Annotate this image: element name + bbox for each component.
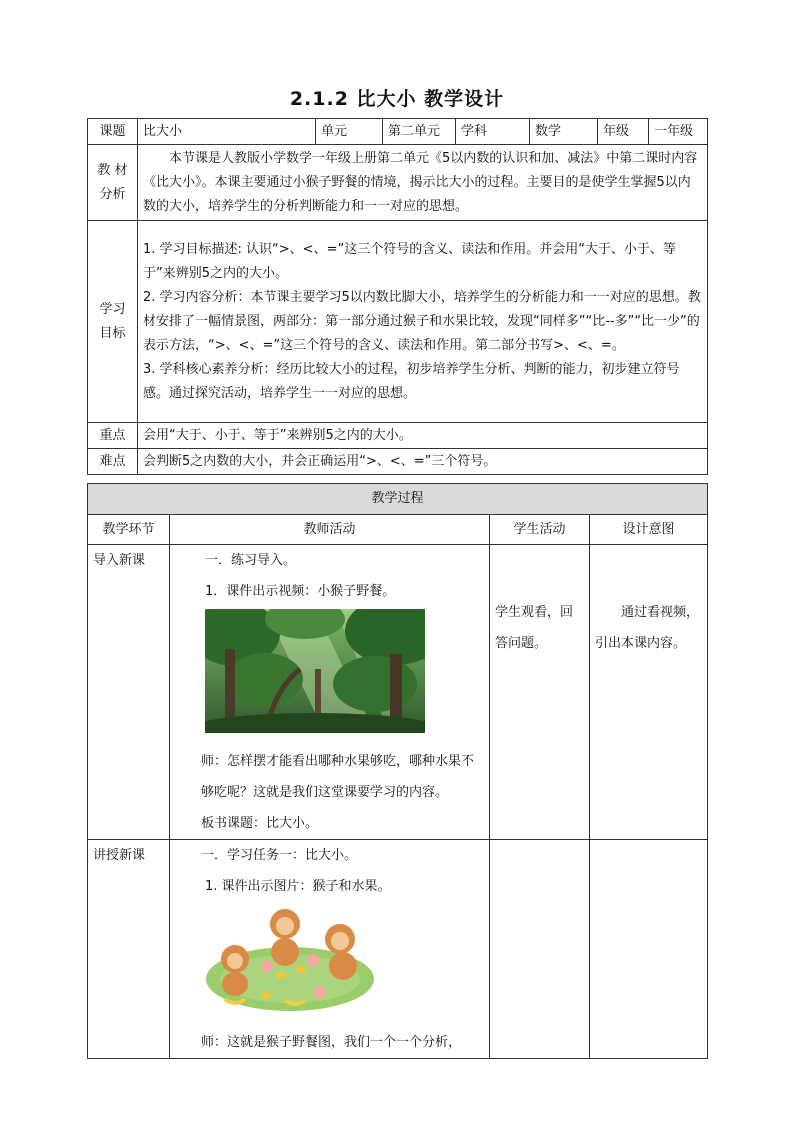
teaching-process-table — [87, 483, 708, 1059]
intro-board-title: 板书课题：比大小。 — [201, 816, 319, 831]
course-value: 比大小 — [138, 119, 316, 145]
col-student-header: 学生活动 — [490, 515, 590, 545]
subject-label: 学科 — [456, 119, 530, 145]
lesson-design-intent — [590, 840, 708, 1059]
intro-step-2: 1．课件出示视频：小猴子野餐。 — [205, 584, 396, 599]
monkeys-fruit-image — [175, 904, 484, 1023]
unit-label: 单元 — [316, 119, 383, 145]
grade-label: 年级 — [598, 119, 649, 145]
goal-1-text: 1. 学习目标描述: 认识“>、<、=”这三个符号的含义、读法和作用。并会用“大于、小于、等于”来辨别5之内的大小。 — [143, 241, 676, 281]
grade-value: 一年级 — [649, 119, 708, 145]
lesson-info-table — [87, 118, 708, 475]
key-point-label: 重点 — [88, 423, 138, 449]
lesson-task-1: 一．学习任务一：比大小。 — [201, 848, 358, 863]
lesson-step-1: 1. 课件出示图片：猴子和水果。 — [205, 879, 391, 894]
goals-label: 学习 目标 — [88, 221, 138, 423]
process-header: 教学过程 — [88, 484, 708, 515]
intro-design-intent: 通过看视频，引出本课内容。 — [590, 545, 708, 840]
stage-intro: 导入新课 — [88, 545, 170, 840]
col-teacher-header: 教师活动 — [170, 515, 490, 545]
unit-value: 第二单元 — [383, 119, 456, 145]
forest-video-image — [175, 609, 484, 742]
page-title: 2.1.2 比大小 教学设计 — [289, 88, 505, 110]
difficulty-text: 会判断5之内数的大小，并会正确运用“>、<、=”三个符号。 — [138, 449, 708, 475]
lesson-student-activity — [490, 840, 590, 1059]
col-intent-header: 设计意图 — [590, 515, 708, 545]
stage-new-lesson: 讲授新课 — [88, 840, 170, 1059]
col-stage-header: 教学环节 — [88, 515, 170, 545]
material-analysis-text: 本节课是人教版小学数学一年级上册第二单元《5以内数的认识和加、减法》中第二课时内容《比大小》。本课主要通过小猴子野餐的情境，揭示比大小的过程。主要目的是使学生掌握5以内数的大小，培养学生的分析判断能力和一一对应的思想。 — [143, 150, 698, 214]
goal-3-text: 3. 学科核心素养分析：经历比较大小的过程，初步培养学生分析、判断的能力，初步建立符号感。通过探究活动，培养学生一一对应的思想。 — [143, 361, 680, 401]
intro-teacher-question: 师：怎样摆才能看出哪种水果够吃，哪种水果不够吃呢？这就是我们这堂课要学习的内容。 — [201, 754, 475, 800]
course-label: 课题 — [88, 119, 138, 145]
goal-2-text: 2. 学习内容分析：本节课主要学习5以内数比脚大小，培养学生的分析能力和一一对应的思想。教材安排了一幅情景图，两部分：第一部分通过猴子和水果比较，发现“同样多”“比--多”“比一少”的表示方法，“>、<、=”这三个符号的含义、读法和作用。第二部分书写>、<、=。 — [143, 289, 701, 353]
lesson-teacher-text: 师：这就是猴子野餐图，我们一个一个分析， — [201, 1035, 462, 1050]
material-label: 教 材 分析 — [88, 145, 138, 221]
intro-step-1: 一．练习导入。 — [205, 553, 297, 568]
difficulty-label: 难点 — [88, 449, 138, 475]
subject-value: 数学 — [530, 119, 598, 145]
intro-student-activity: 学生观看，回答问题。 — [490, 545, 590, 840]
key-point-text: 会用“大于、小于、等于”来辨别5之内的大小。 — [138, 423, 708, 449]
